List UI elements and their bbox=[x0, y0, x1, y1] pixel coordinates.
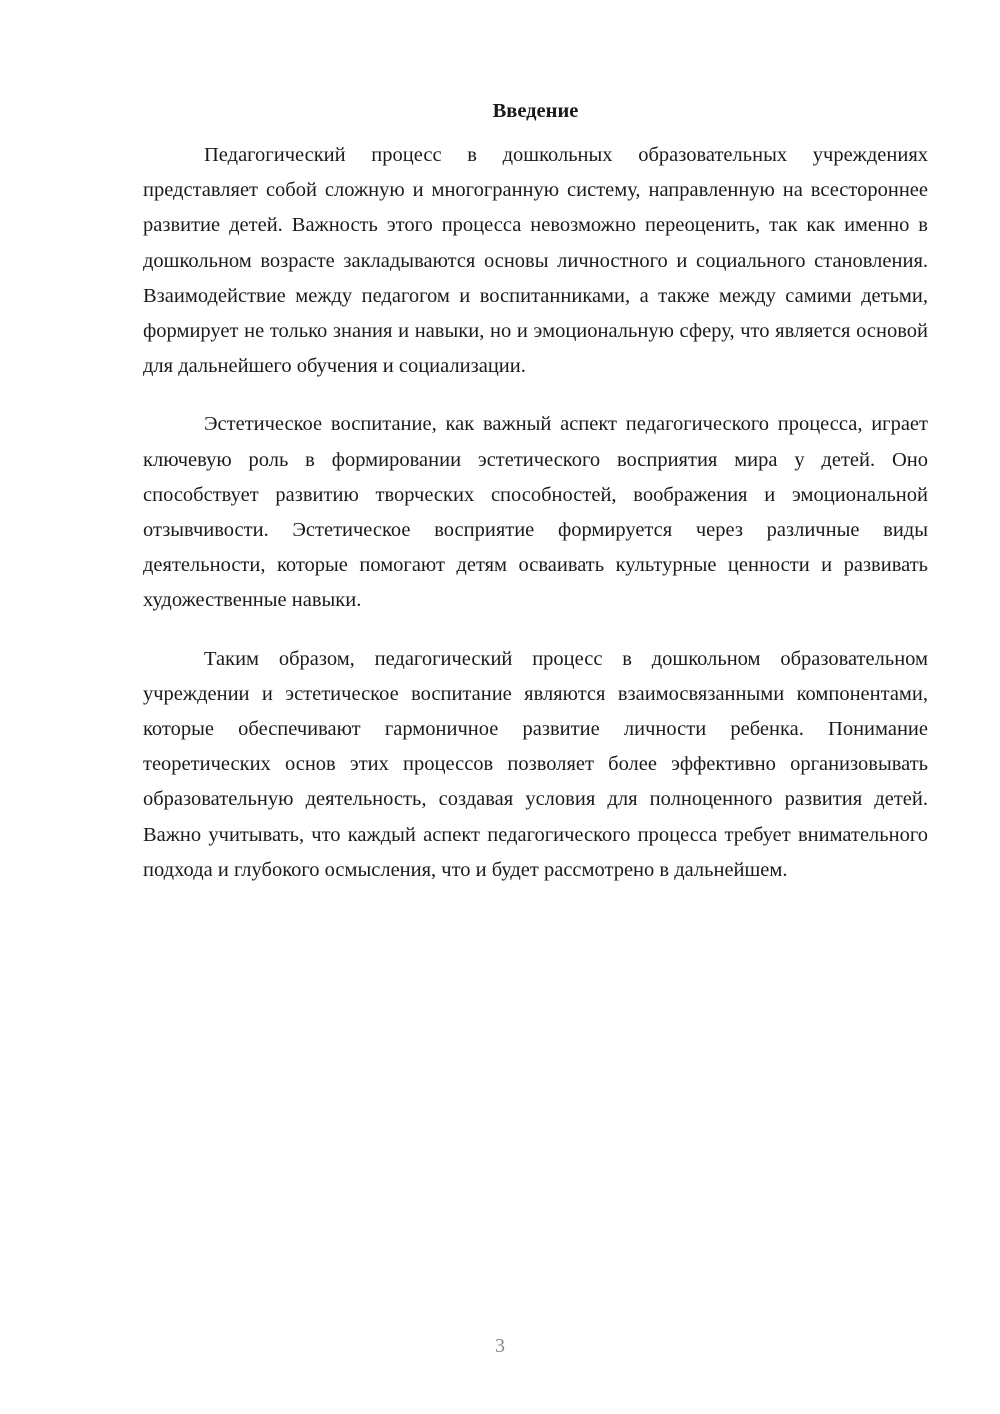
paragraph-3: Таким образом, педагогический процесс в дошкольном образовательном учреждении и эстетическое воспитание являются взаимосвязанными компонентами, которые обеспечивают гармоничное развитие личности ребенка. Понимание теоретических основ этих процессов позволяет более эффективно организовывать образовательную деятельность, создавая условия для полноценного развития детей. Важно учитывать, что каждый аспект педагогического процесса требует внимательного подхода и глубокого осмысления, что и будет рассмотрено в дальнейшем. bbox=[143, 647, 928, 881]
page-number: 3 bbox=[495, 1335, 505, 1357]
paragraph-2: Эстетическое воспитание, как важный аспект педагогического процесса, играет ключевую роль в формировании эстетического восприятия мира у детей. Оно способствует развитию творческих способностей, воображения и эмоциональной отзывчивости. Эстетическое восприятие формируется через различные виды деятельности, которые помогают детям осваивать культурные ценности и развивать художественные навыки. bbox=[143, 413, 928, 612]
page-body bbox=[143, 96, 928, 911]
section-heading: Введение bbox=[492, 100, 579, 122]
paragraph-1: Педагогический процесс в дошкольных образовательных учреждениях представляет собой сложную и многогранную систему, направленную на всестороннее развитие детей. Важность этого процесса невозможно переоценить, так как именно в дошкольном возрасте закладываются основы личностного и социального становления. Взаимодействие между педагогом и воспитанниками, а также между самими детьми, формирует не только знания и навыки, но и эмоциональную сферу, что является основой для дальнейшего обучения и социализации. bbox=[143, 144, 928, 378]
